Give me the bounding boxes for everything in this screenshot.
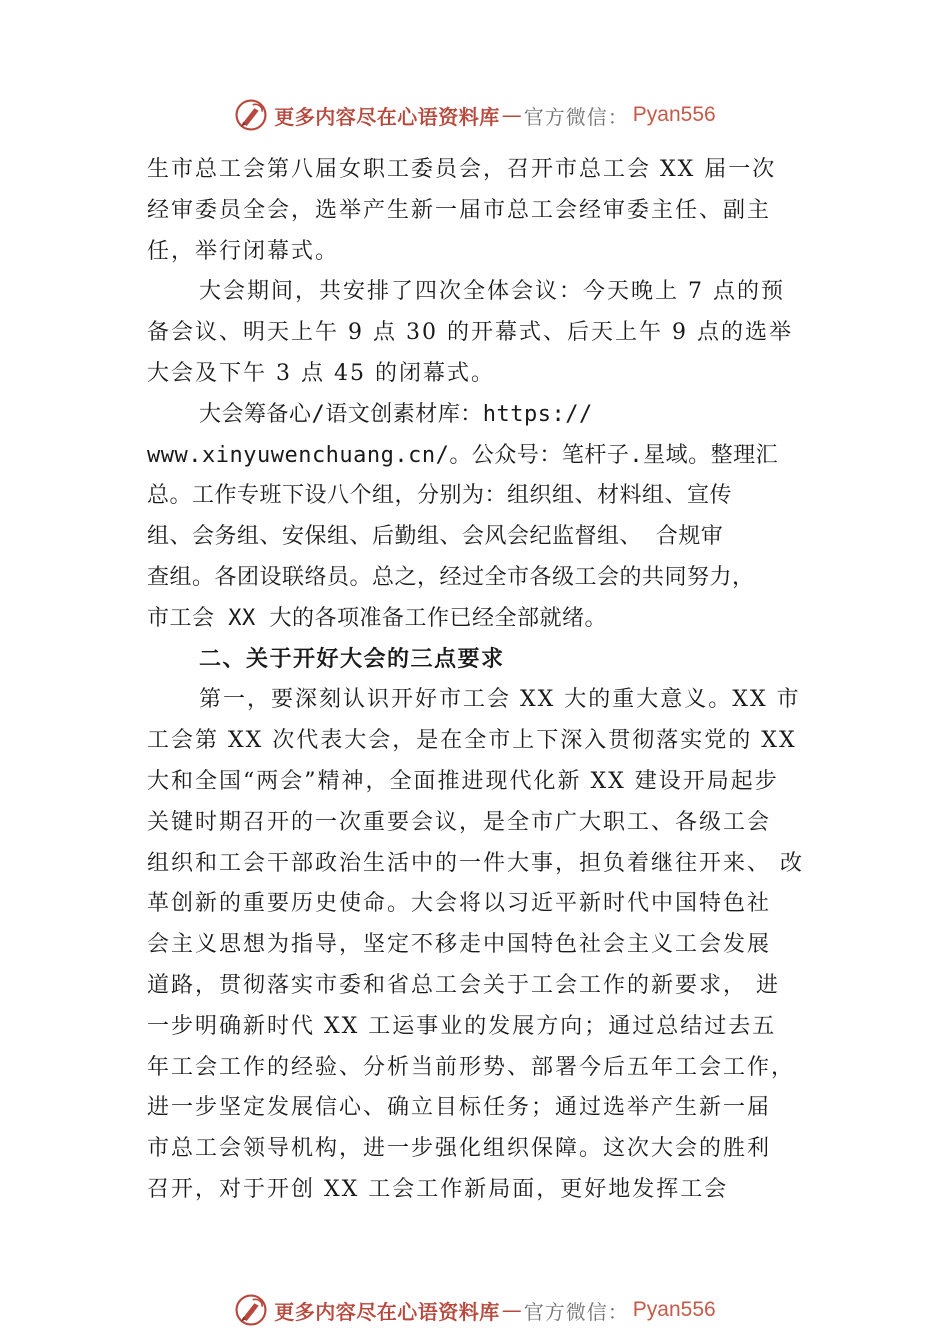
text-line: 大会筹备心/语文创素材库：https://	[199, 401, 593, 427]
pen-logo-icon	[234, 98, 268, 132]
banner-wechat-id: Pyan556	[632, 1298, 716, 1321]
banner-secondary-text: 官方微信：	[523, 104, 629, 129]
banner-dash: —	[501, 103, 522, 127]
text-line: 生市总工会第八届女职工委员会，召开市总工会 XX 届一次	[147, 157, 777, 182]
text-line: 会主义思想为指导，坚定不移走中国特色社会主义工会发展	[147, 932, 772, 958]
text-line: 备会议、明天上午 9 点 30 的开幕式、后天上午 9 点的选举	[147, 320, 793, 346]
text-line: 一步明确新时代 XX 工运事业的发展方向；通过总结过去五	[147, 1013, 777, 1039]
banner-secondary-text: 官方微信：	[523, 1299, 629, 1324]
text-line: 关键时期召开的一次重要会议，是全市广大职工、各级工会	[147, 809, 772, 835]
document-body	[147, 150, 812, 1211]
banner-main-text: 更多内容尽在心语资料库	[274, 104, 500, 129]
text-line: 经审委员全会，选举产生新一届市总工会经审委主任、副主	[147, 197, 772, 223]
text-line: 查组。各团设联络员。总之，经过全市各级工会的共同努力，	[147, 564, 755, 590]
banner-main-text: 更多内容尽在心语资料库	[274, 1299, 500, 1324]
text-line: 年工会工作的经验、分析当前形势、部署今后五年工会工作，	[147, 1054, 796, 1080]
banner-wechat-id: Pyan556	[632, 103, 716, 126]
text-line: 大会期间，共安排了四次全体会议：今天晚上 7 点的预	[199, 279, 785, 305]
text-line: www.xinyuwenchuang.cn/。公众号：笔杆子.星域。整理汇	[147, 442, 779, 468]
header-banner	[0, 95, 950, 135]
text-line: 组织和工会干部政治生活中的一件大事，担负着继往开来、 改	[147, 850, 804, 876]
text-line: 工会第 XX 次代表大会，是在全市上下深入贯彻落实党的 XX	[147, 728, 797, 754]
text-line: 总。工作专班下设八个组，分别为：组织组、材料组、宣传	[147, 483, 733, 509]
pen-logo-icon	[234, 1293, 268, 1327]
text-line: 任，举行闭幕式。	[147, 238, 340, 264]
footer-banner	[0, 1290, 950, 1330]
text-line: 市总工会领导机构，进一步强化组织保障。这次大会的胜利	[147, 1136, 772, 1162]
text-line: 进一步坚定发展信心、确立目标任务；通过选举产生新一届	[147, 1095, 772, 1121]
text-line: 第一，要深刻认识开好市工会 XX 大的重大意义。XX 市	[199, 687, 801, 713]
text-line: 革创新的重要历史使命。大会将以习近平新时代中国特色社	[147, 891, 772, 917]
banner-dash: —	[501, 1298, 522, 1322]
section-heading: 二、关于开好大会的三点要求	[199, 646, 505, 672]
text-line: 组、会务组、安保组、后勤组、会风会纪监督组、 合规审	[147, 524, 724, 550]
text-line: 召开，对于开创 XX 工会工作新局面，更好地发挥工会	[147, 1176, 729, 1202]
text-line: 道路，贯彻落实市委和省总工会关于工会工作的新要求， 进	[147, 972, 780, 998]
text-line: 大会及下午 3 点 45 的闭幕式。	[147, 360, 495, 386]
text-line: 大和全国“两会”精神，全面推进现代化新 XX 建设开局起步	[147, 768, 779, 794]
text-line: 市工会 XX 大的各项准备工作已经全部就绪。	[147, 605, 607, 631]
